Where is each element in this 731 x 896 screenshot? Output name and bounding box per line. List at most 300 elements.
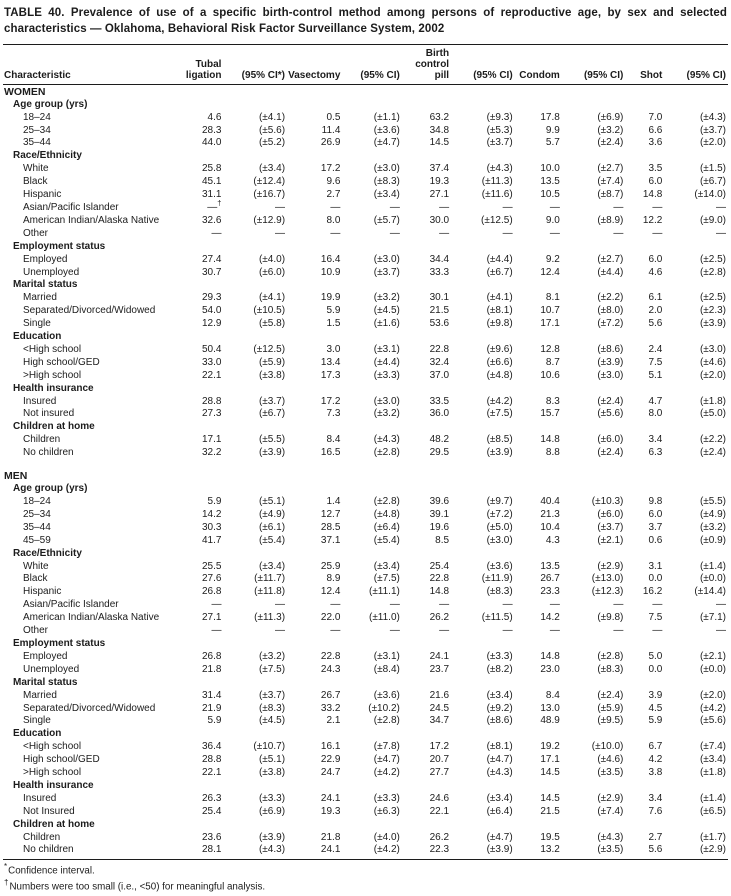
cell-value: 14.8 (540, 650, 560, 662)
cell-value: 13.5 (540, 560, 560, 572)
cell-value: (±2.9) (597, 560, 624, 572)
cell-value: — (330, 201, 341, 213)
cell-value: (±6.7) (258, 408, 286, 420)
cell-value: 9.2 (545, 253, 560, 265)
group-row (3, 638, 728, 651)
cell-value: — (211, 227, 222, 239)
cell-value: (±4.5) (373, 305, 400, 317)
cell-value: (±2.4) (597, 395, 624, 407)
cell-value: 33.5 (429, 395, 450, 407)
group-label: Health insurance (13, 382, 94, 394)
cell-value: (±5.1) (258, 496, 286, 507)
cell-value: (±3.0) (373, 163, 400, 175)
group-label: Race/Ethnicity (13, 150, 82, 162)
cell-value: 5.6 (648, 318, 663, 330)
group-row (3, 150, 728, 163)
table-row (3, 447, 728, 460)
cell-value: (±7.2) (597, 318, 624, 330)
cell-value: (±3.7) (258, 689, 286, 701)
cell-value: 3.9 (648, 689, 663, 701)
group-row (3, 728, 728, 741)
cell-value: — (439, 227, 450, 239)
cell-value: 32.2 (201, 447, 222, 459)
section-label: MEN (4, 470, 28, 483)
table-body (3, 84, 728, 857)
cell-value: (±4.7) (373, 754, 400, 766)
cell-value: (±5.8) (258, 318, 286, 330)
column-header: (95% CI*) (223, 45, 287, 85)
cell-value: (±3.7) (699, 124, 726, 136)
cell-value: (±3.6) (486, 560, 513, 572)
row-label: Married (23, 689, 57, 701)
cell-value: 4.2 (648, 754, 663, 766)
cell-value: 15.7 (540, 408, 560, 420)
cell-value: 25.5 (201, 560, 222, 572)
row-label: Single (23, 715, 51, 727)
cell-value: 4.6 (648, 266, 663, 278)
table-row (3, 137, 728, 150)
cell-value: 1.5 (326, 318, 341, 330)
cell-value: (±3.2) (373, 292, 400, 304)
cell-value: 17.1 (540, 754, 560, 766)
cell-value: 25.8 (201, 163, 222, 175)
cell-value: — (716, 599, 726, 611)
cell-value: — (716, 201, 726, 213)
row-label: Other (23, 625, 49, 637)
cell-value: — (652, 201, 663, 213)
table-row (3, 202, 728, 215)
cell-value: 30.1 (429, 292, 450, 304)
cell-value: (±4.3) (258, 844, 286, 856)
cell-value: 0.5 (326, 111, 341, 123)
cell-value: — (389, 201, 400, 213)
cell-value: (±0.0) (699, 663, 726, 675)
cell-value: 37.4 (429, 163, 450, 175)
cell-value: (±3.4) (486, 689, 513, 701)
column-header: (95% CI) (451, 45, 515, 85)
cell-value: (±8.7) (597, 189, 624, 201)
table-row (3, 767, 728, 780)
table-row (3, 690, 728, 703)
cell-value: 14.5 (540, 767, 560, 779)
cell-value: (±4.7) (486, 754, 513, 766)
cell-value: 7.6 (648, 805, 663, 817)
cell-value: 27.7 (429, 767, 450, 779)
cell-value: (±3.1) (373, 343, 400, 355)
cell-value: 22.9 (320, 754, 341, 766)
cell-value: 24.5 (429, 702, 450, 714)
cell-value: 8.7 (545, 356, 560, 368)
table-row (3, 125, 728, 138)
cell-value: 23.0 (540, 663, 560, 675)
cell-value: 7.5 (648, 612, 663, 624)
cell-value: 4.7 (648, 395, 663, 407)
cell-value: 21.9 (201, 702, 222, 714)
row-label: Hispanic (23, 586, 62, 598)
cell-value: 21.6 (429, 689, 450, 701)
cell-value: (±2.3) (699, 305, 726, 317)
table-row (3, 370, 728, 383)
cell-value: — (211, 599, 222, 611)
cell-value: — (613, 599, 624, 611)
cell-value: 32.6 (201, 214, 222, 226)
cell-value: (±3.8) (258, 369, 286, 381)
cell-value: 23.7 (429, 663, 450, 675)
cell-value: (±10.7) (253, 741, 286, 753)
cell-value: (±5.6) (699, 715, 726, 727)
cell-value: (±3.2) (597, 124, 624, 136)
cell-value: (±7.2) (486, 508, 513, 520)
cell-value: 10.9 (320, 266, 341, 278)
table-row (3, 344, 728, 357)
cell-value: 12.7 (320, 508, 341, 520)
row-label: 18–24 (23, 111, 51, 123)
cell-value: (±2.8) (699, 266, 726, 278)
group-row (3, 421, 728, 434)
cell-value: 5.1 (648, 369, 663, 381)
cell-value: (±6.4) (373, 521, 400, 533)
table-row (3, 741, 728, 754)
cell-value: (±2.5) (699, 292, 726, 304)
cell-value: 7.0 (648, 111, 663, 123)
table-row (3, 305, 728, 318)
cell-value: (±4.0) (373, 831, 400, 843)
cell-value: (±2.8) (373, 447, 400, 459)
cell-value: (±4.6) (699, 356, 726, 368)
cell-value: — (652, 625, 663, 637)
cell-value: 13.0 (540, 702, 560, 714)
cell-value: (±5.0) (699, 408, 726, 420)
row-label: Separated/Divorced/Widowed (23, 702, 156, 714)
cell-value: — (549, 227, 560, 239)
cell-value: (±9.6) (486, 343, 513, 355)
cell-value: (±6.6) (486, 356, 513, 368)
cell-value: (±7.5) (486, 408, 513, 420)
cell-value: 3.0 (326, 343, 341, 355)
cell-value: (±3.4) (373, 560, 400, 572)
cell-value: 6.1 (648, 292, 663, 304)
cell-value: (±8.0) (597, 305, 624, 317)
cell-value: (±5.3) (486, 124, 513, 136)
row-label: <High school (23, 343, 82, 355)
row-label: High school/GED (23, 356, 100, 368)
cell-value: — (613, 625, 624, 637)
footnote (4, 862, 727, 878)
cell-value: — (549, 625, 560, 637)
cell-value: 12.2 (642, 214, 663, 226)
cell-value: (±7.5) (258, 663, 286, 675)
cell-value: (±11.6) (481, 189, 513, 201)
cell-value: (±3.0) (373, 395, 400, 407)
cell-value: — (330, 599, 341, 611)
row-label: 45–59 (23, 534, 51, 546)
cell-value: 24.6 (429, 792, 450, 804)
prevalence-table (3, 45, 728, 858)
cell-value: (±6.7) (486, 266, 513, 278)
section-label: WOMEN (4, 85, 46, 98)
cell-value: (±12.3) (591, 586, 624, 598)
cell-value: (±7.4) (597, 805, 624, 817)
cell-value: 2.1 (326, 715, 341, 727)
cell-value: (±3.1) (373, 650, 400, 662)
cell-value: (±8.4) (373, 663, 400, 675)
cell-value: 8.8 (545, 447, 560, 459)
footnote-marker: † (4, 878, 9, 888)
cell-value: 12.4 (320, 586, 341, 598)
cell-value: 26.9 (320, 137, 341, 149)
table-row (3, 496, 728, 509)
group-label: Employment status (13, 637, 106, 649)
cell-value: 5.7 (545, 137, 560, 149)
cell-value: (±3.4) (258, 560, 286, 572)
cell-value: (±3.2) (699, 521, 726, 533)
group-row (3, 99, 728, 112)
cell-value: (±12.4) (253, 176, 286, 188)
row-label: No children (23, 844, 74, 856)
table-row (3, 189, 728, 202)
cell-value: (±4.6) (597, 754, 624, 766)
cell-value: (±11.0) (368, 612, 400, 624)
table-row (3, 408, 728, 421)
cell-value: 2.7 (648, 831, 663, 843)
cell-value: (±4.7) (373, 137, 400, 149)
cell-value: — (549, 201, 560, 213)
cell-value: 25.4 (201, 805, 222, 817)
table-row (3, 292, 728, 305)
cell-value: (±10.3) (591, 496, 624, 507)
cell-value: 14.8 (642, 189, 663, 201)
cell-value: 3.1 (648, 560, 663, 572)
cell-value: 28.3 (201, 124, 222, 136)
cell-value: (±8.3) (373, 176, 400, 188)
group-row (3, 383, 728, 396)
cell-value: 34.8 (429, 124, 450, 136)
cell-value: (±3.9) (486, 447, 513, 459)
cell-value: (±4.2) (486, 395, 513, 407)
cell-value: 19.3 (320, 805, 341, 817)
row-label: <High school (23, 741, 82, 753)
cell-value: — (330, 227, 341, 239)
cell-value: (±4.3) (699, 111, 726, 123)
cell-value: (±3.5) (597, 767, 624, 779)
group-row (3, 677, 728, 690)
cell-value: (±9.3) (486, 111, 513, 123)
cell-value: 17.1 (201, 434, 222, 446)
group-row (3, 819, 728, 832)
cell-value: 20.7 (429, 754, 450, 766)
row-label: 25–34 (23, 124, 51, 136)
row-label: White (23, 163, 49, 175)
row-label: Children (23, 831, 61, 843)
cell-value: (±2.4) (699, 447, 726, 459)
table-row (3, 434, 728, 447)
cell-value: — (389, 599, 400, 611)
cell-value: (±2.2) (699, 434, 726, 446)
row-label: Unemployed (23, 266, 80, 278)
cell-value: 27.3 (201, 408, 222, 420)
group-row (3, 279, 728, 292)
cell-value: 5.9 (207, 496, 222, 507)
cell-value: (±1.6) (373, 318, 400, 330)
cell-value: (±7.8) (373, 741, 400, 753)
row-label: Asian/Pacific Islander (23, 201, 119, 213)
group-row (3, 483, 728, 496)
table-row (3, 176, 728, 189)
cell-value: (±3.9) (258, 831, 286, 843)
cell-value: 8.5 (435, 534, 450, 546)
cell-value: — (275, 227, 286, 239)
cell-value: (±2.8) (373, 715, 400, 727)
cell-value: — (502, 599, 513, 611)
cell-value: (±8.5) (486, 434, 513, 446)
cell-value: 34.4 (429, 253, 450, 265)
cell-value: 29.3 (201, 292, 222, 304)
cell-value: 5.9 (326, 305, 341, 317)
group-label: Education (13, 331, 62, 343)
cell-value: — (652, 599, 663, 611)
cell-value: (±3.9) (486, 844, 513, 856)
cell-value: 12.4 (540, 266, 560, 278)
cell-value: — (716, 227, 726, 239)
cell-value: 6.0 (648, 508, 663, 520)
table-row (3, 396, 728, 409)
cell-value: 33.3 (429, 266, 450, 278)
cell-value: 24.3 (320, 663, 341, 675)
cell-value: — (716, 625, 726, 637)
cell-value: — (502, 227, 513, 239)
cell-value: 27.1 (201, 612, 222, 624)
cell-value: (±4.4) (486, 253, 513, 265)
table-title: TABLE 40. Prevalence of use of a specific birth-control method among persons of reproductive age, by sex and selected characteristics — Oklahoma, Behavioral Risk Factor Surveillance System, 2002 (3, 4, 728, 45)
cell-value: 54.0 (201, 305, 222, 317)
cell-value: — (275, 625, 286, 637)
cell-value: (±9.8) (486, 318, 513, 330)
table-row (3, 535, 728, 548)
row-label: 18–24 (23, 496, 51, 507)
cell-value: 3.4 (648, 792, 663, 804)
row-label: Insured (23, 792, 57, 804)
cell-value: (±0.0) (699, 573, 726, 585)
column-header: Tubal ligation (176, 45, 223, 85)
table-row (3, 318, 728, 331)
footnote (4, 878, 727, 894)
cell-value: 21.8 (320, 831, 341, 843)
cell-value: (±7.4) (597, 176, 624, 188)
cell-value: 41.7 (201, 534, 222, 546)
cell-value: (±2.7) (597, 163, 624, 175)
cell-value: (±2.1) (699, 650, 726, 662)
group-row (3, 548, 728, 561)
group-row (3, 780, 728, 793)
cell-value: (±1.8) (699, 767, 726, 779)
table-header (3, 45, 728, 85)
row-label: High school/GED (23, 754, 100, 766)
cell-value: (±3.3) (373, 369, 400, 381)
cell-value: 4.5 (648, 702, 663, 714)
table-row (3, 664, 728, 677)
cell-value: —† (207, 198, 222, 213)
cell-value: (±12.5) (253, 343, 286, 355)
cell-value: (±4.4) (373, 356, 400, 368)
row-label: American Indian/Alaska Native (23, 214, 160, 226)
cell-value: 24.1 (320, 844, 341, 856)
cell-value: 44.0 (201, 137, 222, 149)
cell-value: (±11.9) (481, 573, 513, 585)
cell-value: (±9.0) (699, 214, 726, 226)
cell-value: (±3.3) (373, 792, 400, 804)
cell-value: 27.1 (429, 189, 450, 201)
row-label: Employed (23, 253, 68, 265)
cell-value: 53.6 (429, 318, 450, 330)
cell-value: (±3.4) (258, 163, 286, 175)
cell-value: 16.2 (642, 586, 663, 598)
cell-value: (±4.7) (486, 831, 513, 843)
cell-value: 8.0 (648, 408, 663, 420)
cell-value: — (613, 201, 624, 213)
cell-value: 26.3 (201, 792, 222, 804)
cell-value: — (439, 625, 450, 637)
cell-value: (±2.9) (597, 792, 624, 804)
footnotes (3, 860, 728, 896)
cell-value: (±10.5) (253, 305, 286, 317)
cell-value: (±5.9) (258, 356, 286, 368)
cell-value: (±3.0) (373, 253, 400, 265)
cell-value: 8.4 (545, 689, 560, 701)
table-row (3, 703, 728, 716)
cell-value: (±8.6) (486, 715, 513, 727)
cell-value: (±4.9) (699, 508, 726, 520)
cell-value: 22.0 (320, 612, 341, 624)
cell-value: 17.2 (320, 395, 341, 407)
cell-value: 10.0 (540, 163, 560, 175)
cell-value: 17.1 (540, 318, 560, 330)
cell-value: (±6.7) (699, 176, 726, 188)
cell-value: (±10.2) (368, 702, 400, 714)
cell-value: 9.0 (545, 214, 560, 226)
cell-value: (±1.7) (699, 831, 726, 843)
cell-value: 2.7 (326, 189, 341, 201)
cell-value: 31.4 (201, 689, 222, 701)
cell-value: 31.1 (201, 189, 222, 201)
cell-value: 4.6 (207, 111, 222, 123)
cell-value: — (439, 201, 450, 213)
cell-value: 40.4 (540, 496, 560, 507)
cell-value: (±4.3) (373, 434, 400, 446)
cell-value: (±7.4) (699, 741, 726, 753)
cell-value: (±4.8) (373, 508, 400, 520)
cell-value: 10.4 (540, 521, 560, 533)
cell-value: 24.1 (320, 792, 341, 804)
row-label: White (23, 560, 49, 572)
cell-value: 5.9 (648, 715, 663, 727)
cell-value: 6.0 (648, 253, 663, 265)
row-label: Asian/Pacific Islander (23, 599, 119, 611)
cell-value: 17.8 (540, 111, 560, 123)
row-label: Not insured (23, 408, 75, 420)
row-label: >High school (23, 369, 82, 381)
cell-value: 22.8 (429, 343, 450, 355)
cell-value: (±11.7) (254, 573, 286, 585)
cell-value: (±4.2) (373, 844, 400, 856)
cell-value: 19.3 (429, 176, 450, 188)
cell-value: (±12.5) (481, 214, 513, 226)
cell-value: 8.9 (326, 573, 341, 585)
table-row (3, 599, 728, 612)
cell-value: 19.2 (540, 741, 560, 753)
cell-value: (±6.0) (258, 266, 286, 278)
table-row (3, 267, 728, 280)
group-label: Employment status (13, 240, 106, 252)
